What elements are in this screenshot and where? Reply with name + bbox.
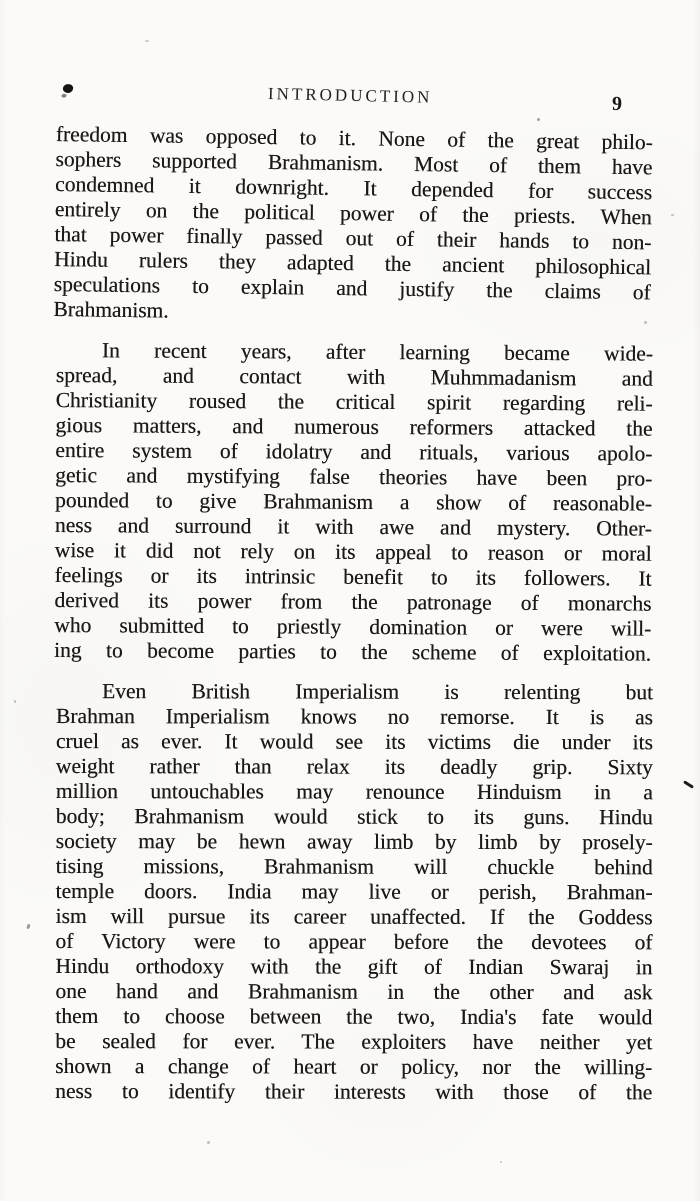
text-line: ness and surround it with awe and mystery. Other- <box>54 512 652 541</box>
text-line: Even British Imperialism is relenting but <box>101 679 653 705</box>
text-line: one hand and Brahmanism in the other and ask <box>55 978 653 1005</box>
text-line: ness to identify their interests with those of the <box>55 1078 653 1105</box>
text-line: entirely on the political power of the priests. When <box>54 196 652 230</box>
ink-speck <box>671 214 674 216</box>
text-line: speculations to explain and justify the claims of <box>53 271 651 305</box>
paragraph <box>53 122 653 330</box>
text-line: them to choose between the two, India's fate would <box>55 1003 653 1030</box>
ink-speck <box>500 1161 502 1163</box>
text-line: ing to become parties to the scheme of exploitation. <box>54 637 652 666</box>
text-line: sophers supported Brahmanism. Most of them have <box>55 146 653 180</box>
text-line: In recent years, after learning became wide- <box>101 338 653 366</box>
text-line: gious matters, and numerous reformers attacked the <box>55 412 653 441</box>
text-line: derived its power from the patronage of monarchs <box>54 587 652 616</box>
running-header <box>0 84 700 107</box>
text-line: shown a change of heart or policy, nor the willing- <box>55 1053 653 1080</box>
text-line: freedom was opposed to it. None of the great philo- <box>55 122 653 155</box>
text-line: ism will pursue its career unaffected. If the Goddess <box>55 903 653 930</box>
text-line: society may be hewn away limb by limb by prosely- <box>55 828 653 855</box>
text-line: Hindu rulers they adapted the ancient philosophical <box>53 246 652 280</box>
page-number: 9 <box>611 92 623 116</box>
text-line: tising missions, Brahmanism will chuckle behind <box>55 853 653 880</box>
text-line: getic and mystifying false theories have been pro- <box>55 462 653 491</box>
ink-speck <box>26 924 31 930</box>
text-line: body; Brahmanism would stick to its guns. Hindu <box>55 803 653 830</box>
text-line: condemned it downright. It depended for success <box>54 171 653 205</box>
text-line: cruel as ever. It would see its victims die under its <box>55 728 653 755</box>
text-line: of Victory were to appear before the devotees of <box>55 928 653 955</box>
text-line: pounded to give Brahmanism a show of reasonable- <box>54 487 653 516</box>
ink-speck <box>14 700 16 703</box>
text-line: entire system of idolatry and rituals, various apolo- <box>55 437 653 466</box>
text-line: be sealed for ever. The exploiters have neither yet <box>55 1028 653 1055</box>
ink-speck <box>207 1141 210 1144</box>
text-line: Christianity roused the critical spirit regarding reli- <box>55 387 653 416</box>
text-line: temple doors. India may live or perish, Brahman- <box>55 878 653 905</box>
ink-speck <box>537 118 540 121</box>
text-line: feelings or its intrinsic benefit to its followers. It <box>54 562 652 591</box>
running-header-text: INTRODUCTION <box>267 84 433 107</box>
text-line: Brahmanism. <box>53 296 169 323</box>
text-line: spread, and contact with Muhmmadanism and <box>55 362 653 391</box>
scan-stroke <box>683 780 694 789</box>
paragraph <box>54 338 653 667</box>
ink-speck <box>145 40 149 42</box>
text-line: weight rather than relax its deadly grip. Sixty <box>55 753 653 780</box>
page-text <box>53 122 653 1105</box>
text-line: wise it did not rely on its appeal to reason or moral <box>54 537 652 566</box>
text-line: Hindu orthodoxy with the gift of Indian Swaraj in <box>55 953 653 980</box>
paragraph <box>55 679 653 1105</box>
text-line: who submitted to priestly domination or were will- <box>54 612 652 641</box>
text-line: that power finally passed out of their hands to non- <box>54 221 652 255</box>
text-line: Brahman Imperialism knows no remorse. It is as <box>55 703 653 730</box>
text-line: million untouchables may renounce Hinduism in a <box>55 778 653 805</box>
